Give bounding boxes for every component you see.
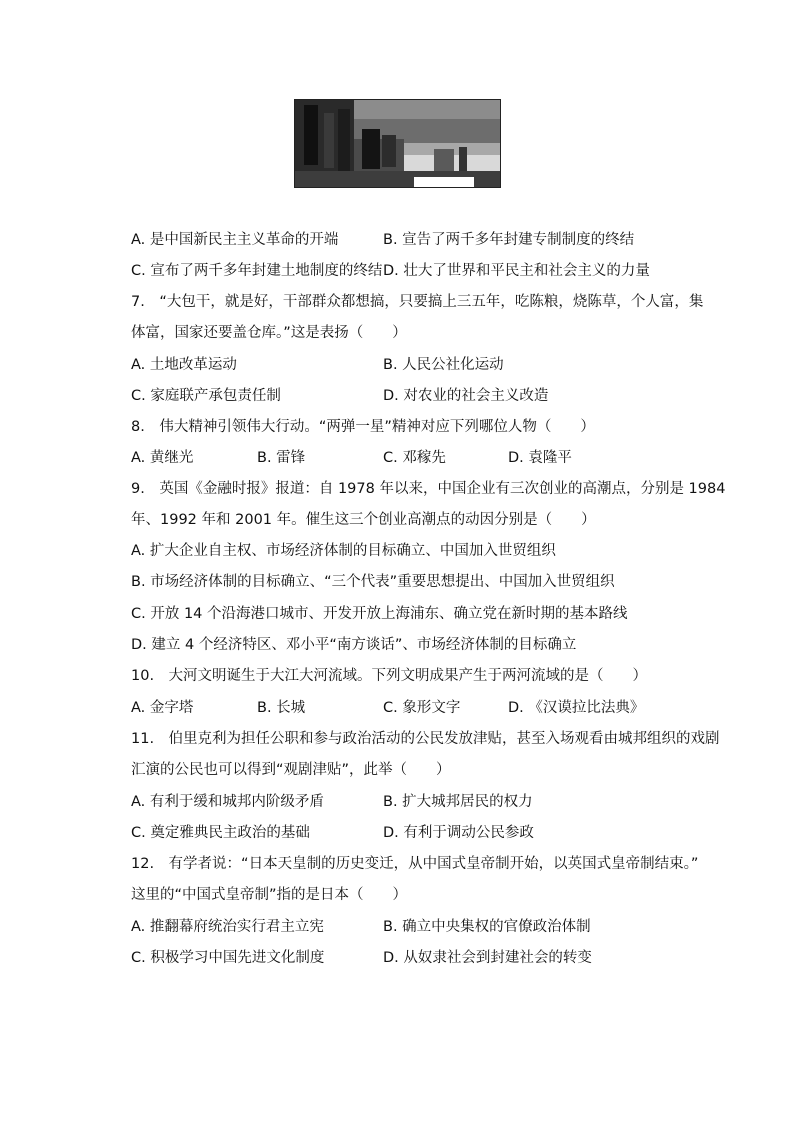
historical-photo [294, 99, 501, 188]
q6-option-b: B. 宣告了两千多年封建专制制度的终结 [383, 232, 635, 248]
q12-stem-line2: 这里的“中国式皇帝制”指的是日本（ ） [131, 887, 408, 903]
q6-option-d: D. 壮大了世界和平民主和社会主义的力量 [383, 263, 650, 279]
q9-option-a: A. 扩大企业自主权、市场经济体制的目标确立、中国加入世贸组织 [131, 543, 556, 559]
q7-stem-line1: 7. “大包干，就是好，干部群众都想搞，只要搞上三五年，吃陈粮，烧陈草，个人富，集 [131, 294, 704, 310]
q7-option-a: A. 土地改革运动 [131, 357, 237, 373]
q12-stem-line1: 12. 有学者说：“日本天皇制的历史变迁，从中国式皇帝制开始，以英国式皇帝制结束。” [131, 856, 699, 872]
q7-option-d: D. 对农业的社会主义改造 [383, 388, 549, 404]
q10-option-b: B. 长城 [257, 700, 306, 716]
q9-stem-line1: 9. 英国《金融时报》报道：自 1978 年以来，中国企业有三次创业的高潮点，分别是 1984 [131, 481, 726, 497]
q7-option-b: B. 人民公社化运动 [383, 357, 504, 373]
q10-option-c: C. 象形文字 [383, 700, 461, 716]
q12-option-d: D. 从奴隶社会到封建社会的转变 [383, 950, 592, 966]
q8-option-b: B. 雷锋 [257, 450, 306, 466]
q6-option-a: A. 是中国新民主主义革命的开端 [131, 232, 339, 248]
q12-option-b: B. 确立中央集权的官僚政治体制 [383, 919, 591, 935]
q9-option-d: D. 建立 4 个经济特区、邓小平“南方谈话”、市场经济体制的目标确立 [131, 637, 577, 653]
q10-stem-line1: 10. 大河文明诞生于大江大河流域。下列文明成果产生于两河流域的是（ ） [131, 668, 648, 684]
q9-stem-line2: 年、1992 年和 2001 年。催生这三个创业高潮点的动因分别是（ ） [131, 512, 596, 528]
q10-option-d: D. 《汉谟拉比法典》 [508, 700, 645, 716]
q9-option-c: C. 开放 14 个沿海港口城市、开发开放上海浦东、确立党在新时期的基本路线 [131, 606, 628, 622]
q8-option-d: D. 袁隆平 [508, 450, 572, 466]
q7-option-c: C. 家庭联产承包责任制 [131, 388, 281, 404]
q10-option-a: A. 金字塔 [131, 700, 194, 716]
q11-stem-line2: 汇演的公民也可以得到“观剧津贴”，此举（ ） [131, 762, 451, 778]
q7-stem-line2: 体富，国家还要盖仓库。”这是表扬（ ） [131, 325, 407, 341]
q8-stem-line1: 8. 伟大精神引领伟大行动。“两弹一星”精神对应下列哪位人物（ ） [131, 419, 595, 435]
q11-option-b: B. 扩大城邦居民的权力 [383, 794, 533, 810]
q11-option-c: C. 奠定雅典民主政治的基础 [131, 825, 310, 841]
q12-option-a: A. 推翻幕府统治实行君主立宪 [131, 919, 324, 935]
q9-option-b: B. 市场经济体制的目标确立、“三个代表”重要思想提出、中国加入世贸组织 [131, 574, 615, 590]
q11-option-a: A. 有利于缓和城邦内阶级矛盾 [131, 794, 324, 810]
q8-option-a: A. 黄继光 [131, 450, 194, 466]
q8-option-c: C. 邓稼先 [383, 450, 446, 466]
q11-stem-line1: 11. 伯里克利为担任公职和参与政治活动的公民发放津贴，甚至入场观看由城邦组织的戏剧 [131, 731, 720, 747]
q12-option-c: C. 积极学习中国先进文化制度 [131, 950, 325, 966]
q6-option-c: C. 宣布了两千多年封建土地制度的终结 [131, 263, 383, 279]
q11-option-d: D. 有利于调动公民参政 [383, 825, 534, 841]
